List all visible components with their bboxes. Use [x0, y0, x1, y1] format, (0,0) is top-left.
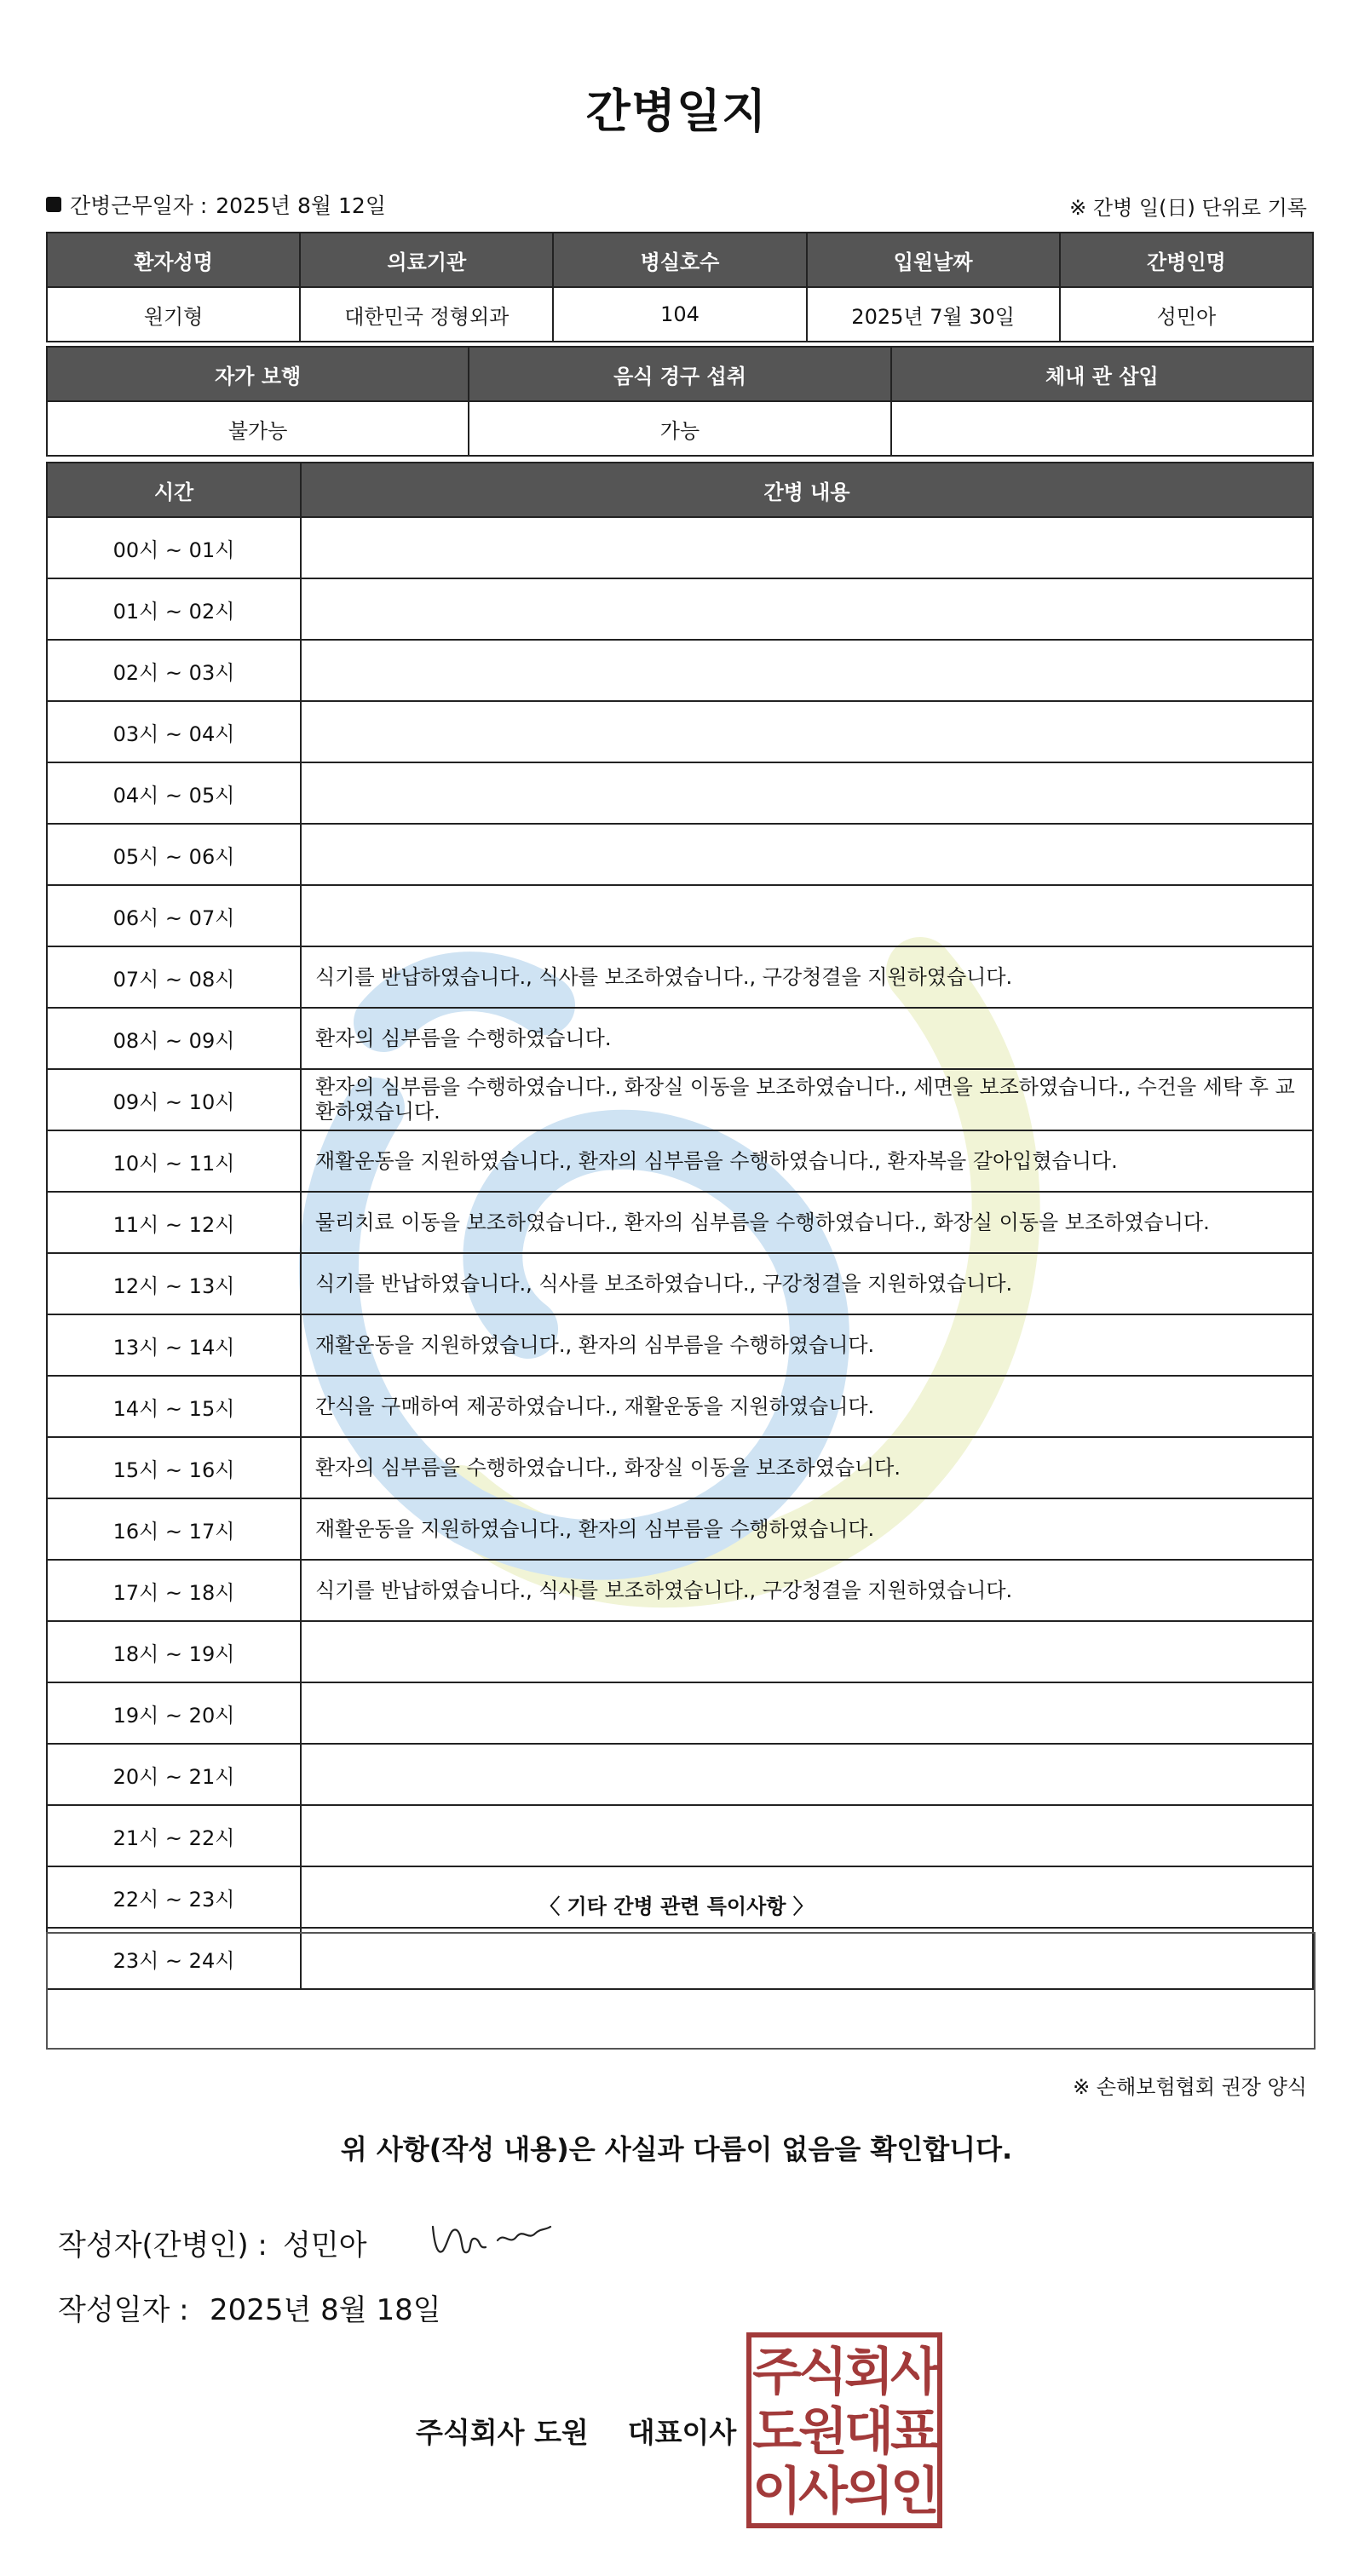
care-log-content: [301, 824, 1313, 885]
care-log-content: [301, 885, 1313, 946]
care-log-content: [301, 517, 1313, 578]
written-date-label: 작성일자 :: [58, 2293, 189, 2327]
patient-info-table: [46, 232, 1314, 342]
care-log-row: [47, 1498, 1313, 1560]
square-bullet-icon: [46, 197, 61, 212]
hospital-name: 대한민국 정형외과: [300, 287, 553, 342]
care-log-row: [47, 1069, 1313, 1130]
care-log-rows: [47, 517, 1313, 1989]
work-date-value: 2025년 8월 12일: [216, 193, 386, 218]
work-date: [46, 189, 386, 220]
care-log-time: 21시 ~ 22시: [47, 1805, 301, 1866]
care-log-time: 22시 ~ 23시: [47, 1866, 301, 1928]
care-log-row: [47, 1437, 1313, 1498]
care-log-row: [47, 1744, 1313, 1805]
care-log-content: [301, 1744, 1313, 1805]
care-log-row: [47, 1376, 1313, 1437]
header-self-walking: 자가 보행: [47, 347, 469, 401]
notes-title: 〈 기타 간병 관련 특이사항 〉: [539, 1895, 814, 1918]
care-log-row: [47, 885, 1313, 946]
care-log-row: [47, 1253, 1313, 1314]
care-log-time: 03시 ~ 04시: [47, 701, 301, 762]
care-log-row: [47, 578, 1313, 640]
care-log-time: 08시 ~ 09시: [47, 1008, 301, 1069]
care-log-time: 15시 ~ 16시: [47, 1437, 301, 1498]
company-representative: 주식회사 도원 대표이사: [416, 2416, 737, 2449]
oral-intake-value: 가능: [469, 401, 890, 456]
care-log-row: [47, 1130, 1313, 1192]
care-log-content: 환자의 심부름을 수행하였습니다., 화장실 이동을 보조하였습니다.: [301, 1437, 1313, 1498]
header-caregiver: 간병인명: [1060, 233, 1313, 287]
caregiver-name: 성민아: [1060, 287, 1313, 342]
care-log-row: [47, 1805, 1313, 1866]
care-log-content: [301, 1621, 1313, 1682]
care-log-row: [47, 1192, 1313, 1253]
association-note: ※ 손해보험협회 권장 양식: [1073, 2075, 1307, 2099]
care-log-content: 환자의 심부름을 수행하였습니다.: [301, 1008, 1313, 1069]
care-log-content: [301, 1805, 1313, 1866]
writer-line: [58, 2222, 367, 2263]
document-title: 간병일지: [585, 84, 768, 138]
unit-note: ※ 간병 일(日) 단위로 기록: [1069, 196, 1307, 220]
confirmation-statement: 위 사항(작성 내용)은 사실과 다름이 없음을 확인합니다.: [340, 2133, 1013, 2165]
care-log-table: [46, 462, 1314, 1990]
care-log-row: [47, 1682, 1313, 1744]
patient-name: 원기형: [47, 287, 300, 342]
care-log-time: 17시 ~ 18시: [47, 1560, 301, 1621]
header-admission-date: 입원날짜: [807, 233, 1060, 287]
care-log-content: [301, 578, 1313, 640]
care-log-content: [301, 640, 1313, 701]
care-log-row: [47, 946, 1313, 1008]
header-room: 병실호수: [553, 233, 806, 287]
care-log-time: 05시 ~ 06시: [47, 824, 301, 885]
care-log-time: 12시 ~ 13시: [47, 1253, 301, 1314]
care-log-content: [301, 762, 1313, 824]
care-log-time: 16시 ~ 17시: [47, 1498, 301, 1560]
care-log-row: [47, 1621, 1313, 1682]
care-log-time: 02시 ~ 03시: [47, 640, 301, 701]
care-log-time: 14시 ~ 15시: [47, 1376, 301, 1437]
care-log-row: [47, 1560, 1313, 1621]
writer-label: 작성자(간병인) :: [58, 2228, 268, 2263]
handwritten-signature: [426, 2211, 554, 2263]
company-seal-stamp: 주식회사 도원대표 이사의인: [746, 2332, 942, 2528]
care-log-time: 09시 ~ 10시: [47, 1069, 301, 1130]
self-walking-value: 불가능: [47, 401, 469, 456]
header-oral-intake: 음식 경구 섭취: [469, 347, 890, 401]
header-tube-insertion: 체내 관 삽입: [891, 347, 1313, 401]
header-time: 시간: [47, 463, 301, 517]
care-log-time: 01시 ~ 02시: [47, 578, 301, 640]
care-log-row: [47, 517, 1313, 578]
care-log-content: 식기를 반납하였습니다., 식사를 보조하였습니다., 구강청결을 지원하였습니다.: [301, 946, 1313, 1008]
care-log-time: 20시 ~ 21시: [47, 1744, 301, 1805]
care-log-content: 식기를 반납하였습니다., 식사를 보조하였습니다., 구강청결을 지원하였습니다.: [301, 1253, 1313, 1314]
care-log-time: 13시 ~ 14시: [47, 1314, 301, 1376]
care-log-content: 재활운동을 지원하였습니다., 환자의 심부름을 수행하였습니다.: [301, 1498, 1313, 1560]
care-log-content: 환자의 심부름을 수행하였습니다., 화장실 이동을 보조하였습니다., 세면을 보조하였습니다., 수건을 세탁 후 교환하였습니다.: [301, 1069, 1313, 1130]
care-log-content: 재활운동을 지원하였습니다., 환자의 심부름을 수행하였습니다., 환자복을 갈아입혔습니다.: [301, 1130, 1313, 1192]
care-log-row: [47, 701, 1313, 762]
care-log-content: 물리치료 이동을 보조하였습니다., 환자의 심부름을 수행하였습니다., 화장실 이동을 보조하였습니다.: [301, 1192, 1313, 1253]
notes-box: [46, 1932, 1316, 2050]
care-log-time: 11시 ~ 12시: [47, 1192, 301, 1253]
tube-insertion-value: [891, 401, 1313, 456]
status-table: [46, 346, 1314, 457]
care-log-row: [47, 1008, 1313, 1069]
room-number: 104: [553, 287, 806, 342]
care-log-time: 07시 ~ 08시: [47, 946, 301, 1008]
care-log-row: [47, 824, 1313, 885]
care-log-time: 04시 ~ 05시: [47, 762, 301, 824]
care-log-content: 재활운동을 지원하였습니다., 환자의 심부름을 수행하였습니다.: [301, 1314, 1313, 1376]
care-log-row: [47, 1314, 1313, 1376]
care-log-time: 18시 ~ 19시: [47, 1621, 301, 1682]
care-log-content: [301, 701, 1313, 762]
header-care-content: 간병 내용: [301, 463, 1313, 517]
care-log-row: [47, 640, 1313, 701]
care-log-time: 00시 ~ 01시: [47, 517, 301, 578]
care-log-time: 23시 ~ 24시: [47, 1928, 301, 1989]
care-log-content: 식기를 반납하였습니다., 식사를 보조하였습니다., 구강청결을 지원하였습니다.: [301, 1560, 1313, 1621]
written-date-line: [58, 2286, 441, 2328]
admission-date: 2025년 7월 30일: [807, 287, 1060, 342]
written-date-value: 2025년 8월 18일: [210, 2293, 441, 2327]
work-date-label: 간병근무일자 :: [70, 193, 208, 218]
header-patient-name: 환자성명: [47, 233, 300, 287]
care-log-row: [47, 762, 1313, 824]
care-log-time: 19시 ~ 20시: [47, 1682, 301, 1744]
care-log-content: 간식을 구매하여 제공하였습니다., 재활운동을 지원하였습니다.: [301, 1376, 1313, 1437]
header-hospital: 의료기관: [300, 233, 553, 287]
care-log-time: 10시 ~ 11시: [47, 1130, 301, 1192]
writer-name: 성민아: [283, 2228, 367, 2263]
care-log-time: 06시 ~ 07시: [47, 885, 301, 946]
care-log-content: [301, 1682, 1313, 1744]
